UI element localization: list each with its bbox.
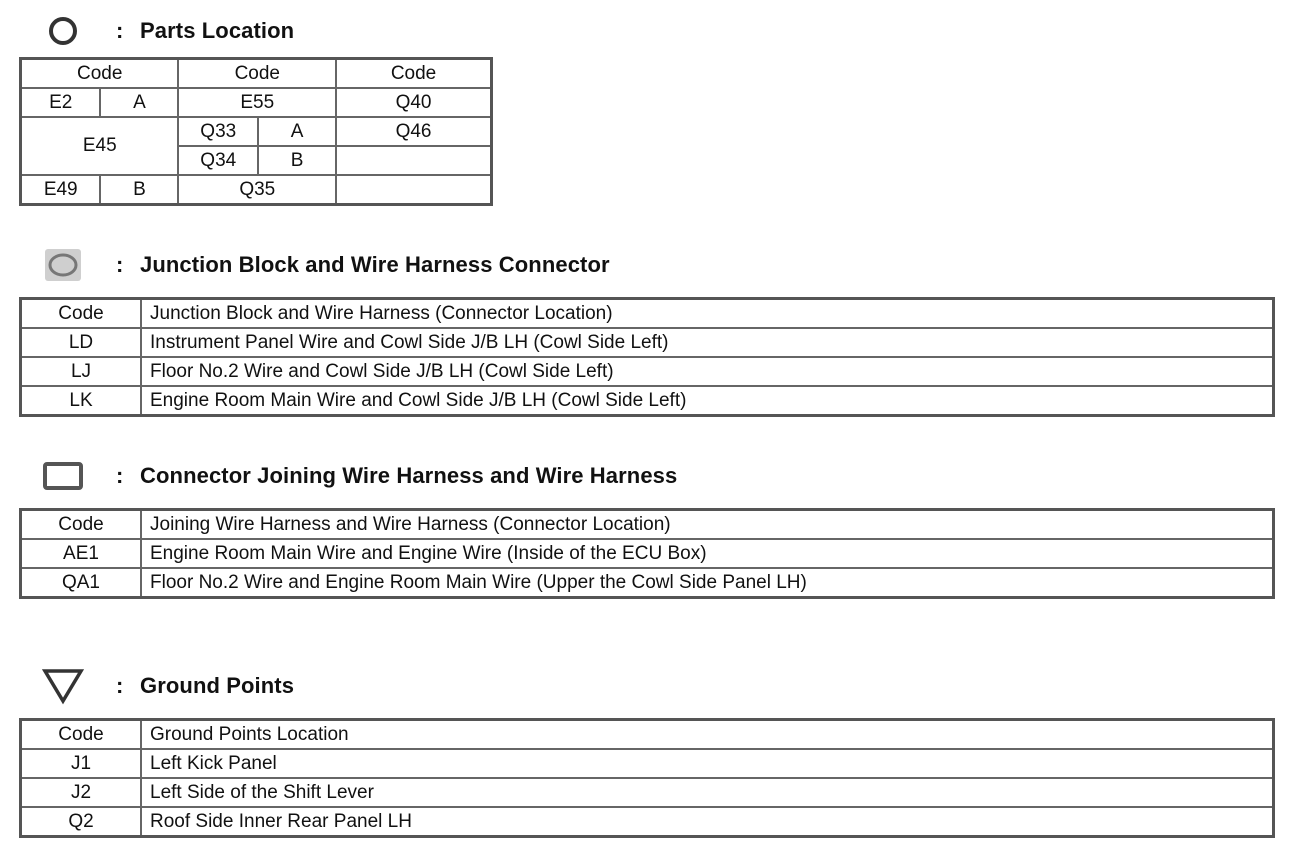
table-row: [21, 117, 492, 146]
table-cell: Q33: [178, 117, 258, 146]
heading-colon: :: [116, 18, 124, 43]
table-header-row: [21, 510, 1274, 540]
connector-joining-table: [19, 508, 1275, 599]
shaded-oval-icon: [40, 245, 86, 285]
code-header: Code: [21, 299, 142, 329]
table-cell: B: [258, 146, 336, 175]
description-header: Ground Points Location: [141, 720, 1274, 750]
section-title: Connector Joining Wire Harness and Wire Harness: [140, 463, 678, 488]
connector-joining-heading: [40, 456, 677, 496]
table-row: [21, 357, 1274, 386]
description-cell: Floor No.2 Wire and Cowl Side J/B LH (Cowl Side Left): [141, 357, 1274, 386]
heading-colon: :: [116, 673, 124, 698]
junction-block-heading: [40, 245, 610, 285]
code-header: Code: [21, 720, 142, 750]
table-cell: Q35: [178, 175, 336, 205]
table-cell: [336, 146, 491, 175]
description-cell: Engine Room Main Wire and Cowl Side J/B LH (Cowl Side Left): [141, 386, 1274, 416]
heading-colon: :: [116, 252, 124, 277]
code-cell: QA1: [21, 568, 142, 598]
header-cell: Code: [21, 59, 179, 89]
code-cell: J1: [21, 749, 142, 778]
section-title: Junction Block and Wire Harness Connector: [140, 252, 610, 277]
section-title: Parts Location: [140, 18, 295, 43]
circle-outline-icon: [40, 11, 86, 51]
description-cell: Roof Side Inner Rear Panel LH: [141, 807, 1274, 837]
code-cell: J2: [21, 778, 142, 807]
heading-colon: :: [116, 463, 124, 488]
description-header: Junction Block and Wire Harness (Connector Location): [141, 299, 1274, 329]
table-header-row: [21, 299, 1274, 329]
table-row: [21, 386, 1274, 416]
code-cell: LK: [21, 386, 142, 416]
table-cell: [336, 175, 491, 205]
header-cell: Code: [336, 59, 491, 89]
table-row: [21, 568, 1274, 598]
table-row: [21, 807, 1274, 837]
table-cell: Q34: [178, 146, 258, 175]
table-cell: B: [100, 175, 178, 205]
code-cell: LD: [21, 328, 142, 357]
code-header: Code: [21, 510, 142, 540]
table-row: [21, 175, 492, 205]
table-cell: Q40: [336, 88, 491, 117]
table-cell: E55: [178, 88, 336, 117]
table-cell: A: [258, 117, 336, 146]
description-cell: Left Kick Panel: [141, 749, 1274, 778]
ground-points-heading: [40, 666, 294, 706]
table-row: [21, 328, 1274, 357]
parts-location-heading: [40, 11, 294, 51]
table-header-row: [21, 720, 1274, 750]
description-cell: Left Side of the Shift Lever: [141, 778, 1274, 807]
ground-points-table: [19, 718, 1275, 838]
code-cell: LJ: [21, 357, 142, 386]
table-cell: E2: [21, 88, 101, 117]
code-cell: AE1: [21, 539, 142, 568]
table-cell: E45: [21, 117, 179, 175]
parts-location-table: [19, 57, 493, 206]
code-cell: Q2: [21, 807, 142, 837]
description-cell: Instrument Panel Wire and Cowl Side J/B LH (Cowl Side Left): [141, 328, 1274, 357]
rectangle-outline-icon: [40, 456, 86, 496]
table-row: [21, 88, 492, 117]
table-row: [21, 749, 1274, 778]
description-header: Joining Wire Harness and Wire Harness (Connector Location): [141, 510, 1274, 540]
junction-block-table: [19, 297, 1275, 417]
table-cell: Q46: [336, 117, 491, 146]
table-cell: A: [100, 88, 178, 117]
table-row: [21, 778, 1274, 807]
table-row: [21, 539, 1274, 568]
table-cell: E49: [21, 175, 101, 205]
description-cell: Floor No.2 Wire and Engine Room Main Wire (Upper the Cowl Side Panel LH): [141, 568, 1274, 598]
description-cell: Engine Room Main Wire and Engine Wire (Inside of the ECU Box): [141, 539, 1274, 568]
section-title: Ground Points: [140, 673, 295, 698]
table-header-row: [21, 59, 492, 89]
triangle-down-icon: [40, 666, 86, 706]
header-cell: Code: [178, 59, 336, 89]
